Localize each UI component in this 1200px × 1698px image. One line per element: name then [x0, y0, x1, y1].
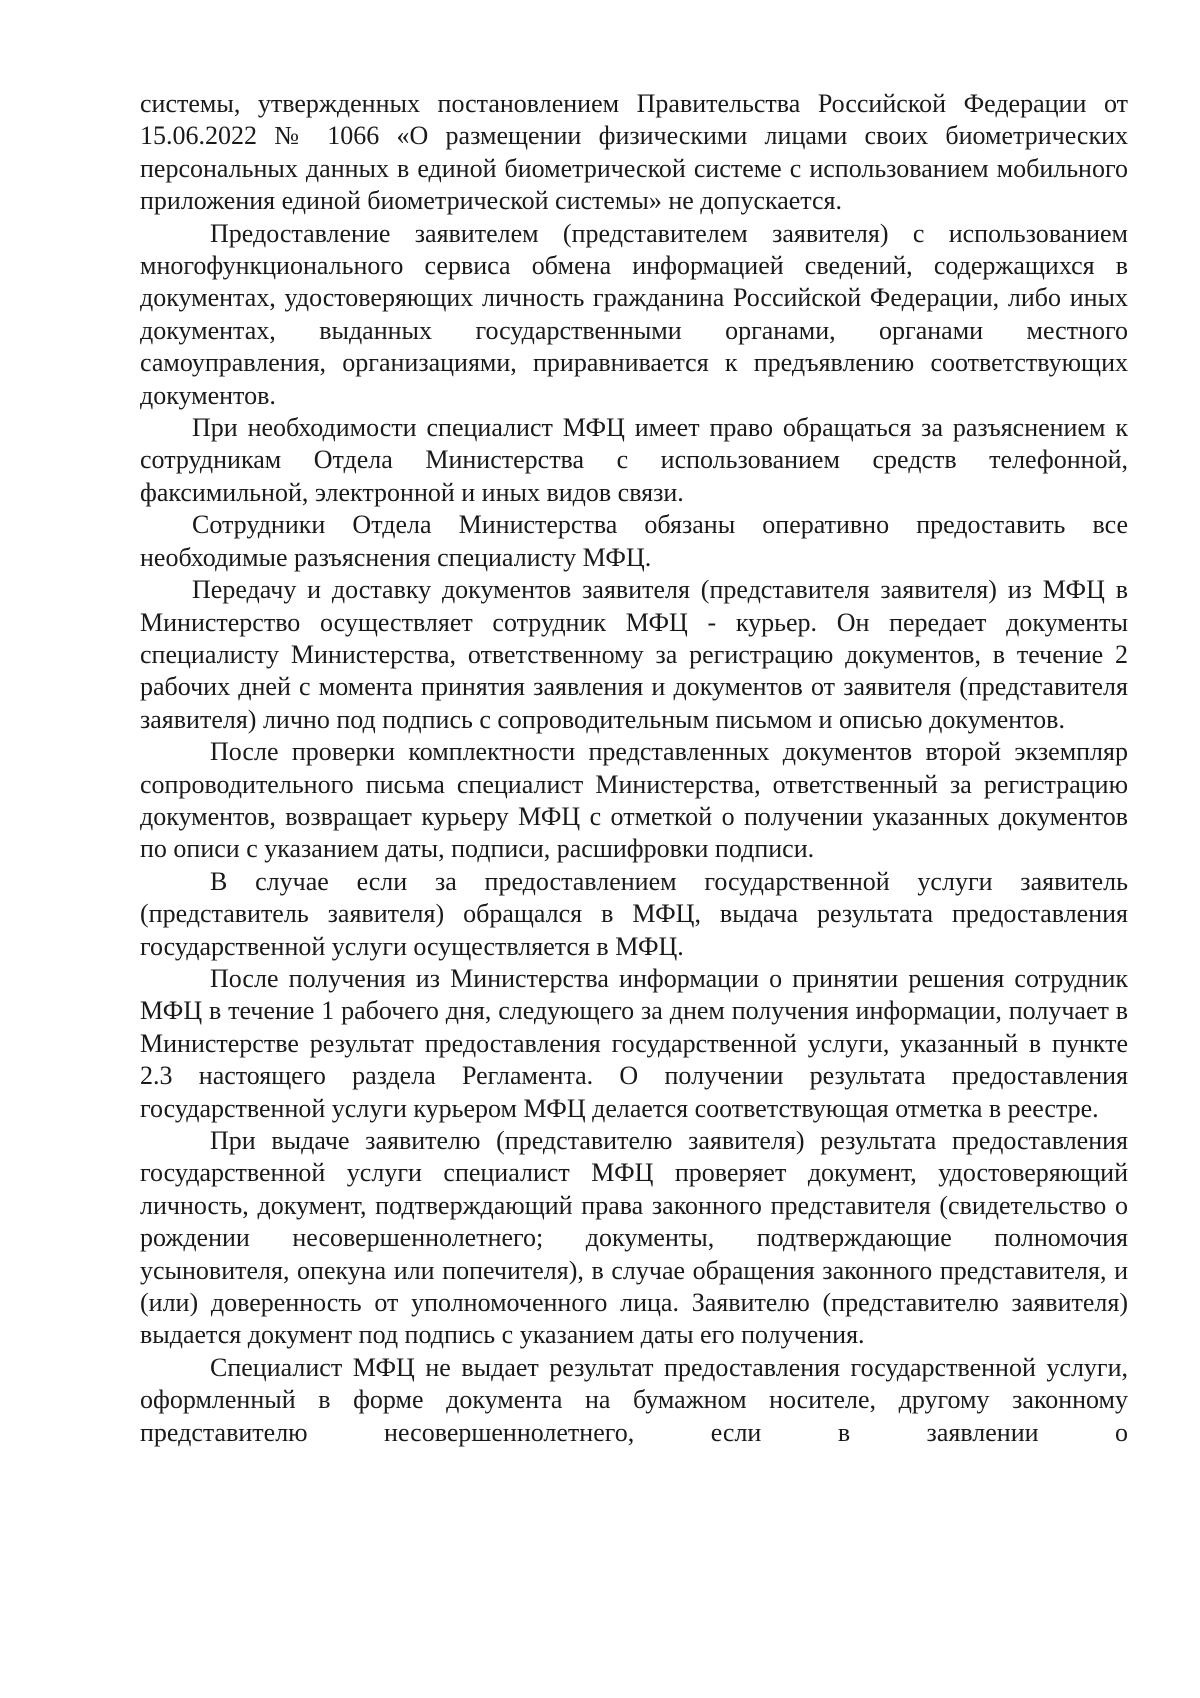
paragraph-3: При необходимости специалист МФЦ имеет право обращаться за разъяснением к сотрудникам Отдела Министерства с использованием средств телефонной, факсимильной, электронной и иных видов связи.: [140, 413, 1128, 507]
paragraph-1: системы, утвержденных постановлением Правительства Российской Федерации от 15.06.2022 № 1066 «О размещении физическими лицами своих биометрических персональных данных в единой биометрической системе с использованием мобильного приложения единой биометрической системы» не допускается.: [140, 89, 1128, 216]
paragraph-5: Передачу и доставку документов заявителя (представителя заявителя) из МФЦ в Министерство осуществляет сотрудник МФЦ - курьер. Он передает документы специалисту Министерства, ответственному за регистрацию документов, в течение 2 рабочих дней с момента принятия заявления и документов от заявителя (представителя заявителя) лично под подпись с сопроводительным письмом и описью документов.: [140, 575, 1128, 734]
paragraph-6: После проверки комплектности представленных документов второй экземпляр сопроводительного письма специалист Министерства, ответственный за регистрацию документов, возвращает курьеру МФЦ с отметкой о получении указанных документов по описи с указанием даты, подписи, расшифровки подписи.: [140, 737, 1128, 864]
paragraph-8: После получения из Министерства информации о принятии решения сотрудник МФЦ в течение 1 рабочего дня, следующего за днем получения информации, получает в Министерстве результат предоставления государственной услуги, указанный в пункте 2.3 настоящего раздела Регламента. О получении результата предоставления государственной услуги курьером МФЦ делается соответствующая отметка в реестре.: [140, 963, 1128, 1123]
paragraph-2: Предоставление заявителем (представителем заявителя) с использованием многофункционального сервиса обмена информацией сведений, содержащихся в документах, удостоверяющих личность гражданина Российской Федерации, либо иных документах, выданных государственными органами, органами местного самоуправления, организациями, приравнивается к предъявлению соответствующих документов.: [140, 218, 1128, 410]
paragraph-7: В случае если за предоставлением государственной услуги заявитель (представитель заявителя) обращался в МФЦ, выдача результата предоставления государственной услуги осуществляется в МФЦ.: [140, 866, 1128, 961]
paragraph-10: Специалист МФЦ не выдает результат предоставления государственной услуги, оформленный в форме документа на бумажном носителе, другому законному представителю несовершеннолетнего, если в заявлении о: [140, 1352, 1128, 1447]
paragraph-4: Сотрудники Отдела Министерства обязаны оперативно предоставить все необходимые разъяснения специалисту МФЦ.: [140, 510, 1128, 572]
paragraph-9: При выдаче заявителю (представителю заявителя) результата предоставления государственной услуги специалист МФЦ проверяет документ, удостоверяющий личность, документ, подтверждающий права законного представителя (свидетельство о рождении несовершеннолетнего; документы, подтверждающие полномочия усыновителя, опекуна или попечителя), в случае обращения законного представителя, и (или) доверенность от уполномоченного лица. Заявителю (представителю заявителя) выдается документ под подпись с указанием даты его получения.: [140, 1126, 1128, 1350]
